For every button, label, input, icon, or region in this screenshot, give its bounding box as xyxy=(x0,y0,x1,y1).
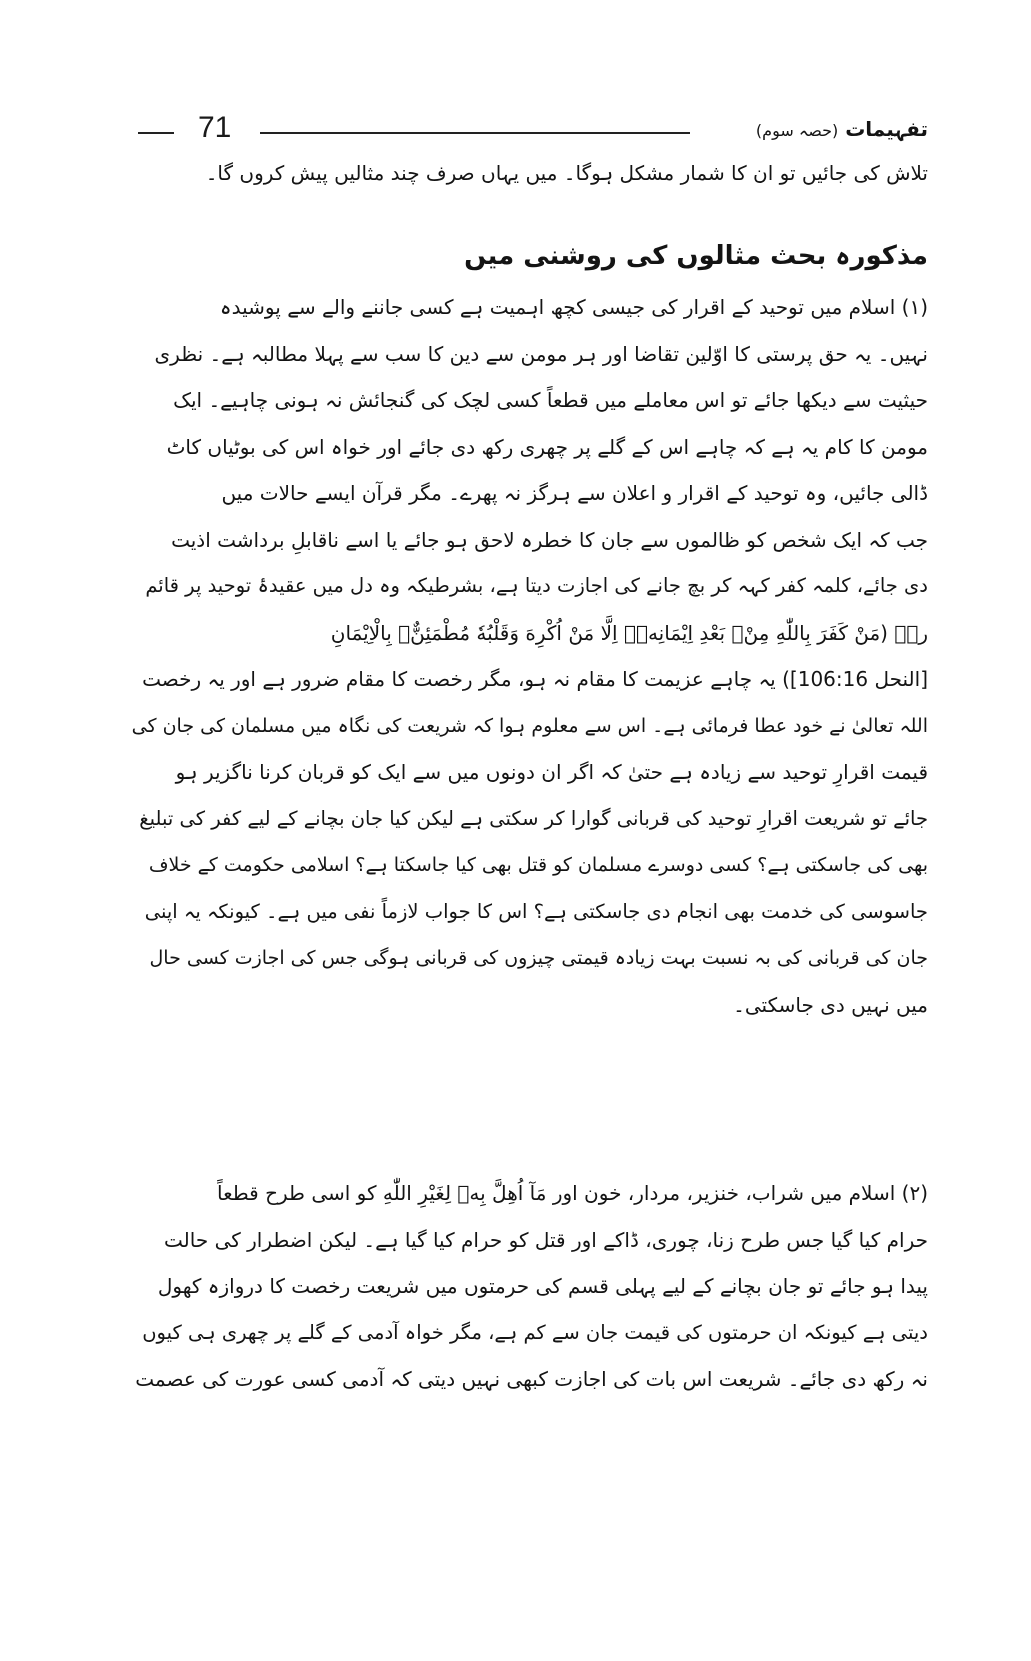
text-line: پیدا ہو جائے تو جان بچانے کے لیے پہلی قسم کی حرمتوں میں شریعت رخصت کا دروازہ کھول xyxy=(157,1274,928,1298)
section-subheading: مذکورہ بحث مثالوں کی روشنی میں xyxy=(464,241,928,271)
paragraph-2 xyxy=(132,1170,928,1403)
text-line: مومن کا کام یہ ہے کہ چاہے اس کے گلے پر چھری رکھ دی جائے اور خواہ اس کی بوٹیاں کاٹ xyxy=(166,434,928,459)
text-line: میں نہیں دی جاسکتی۔ xyxy=(733,992,928,1017)
text-line: بھی کی جاسکتی ہے؟ کسی دوسرے مسلمان کو قتل بھی کیا جاسکتا ہے؟ اسلامی حکومت کے خلاف xyxy=(148,854,928,876)
text-line: حرام کیا گیا جس طرح زنا، چوری، ڈاکے اور قتل کو حرام کیا گیا ہے۔ لیکن اضطرار کی حالت xyxy=(164,1227,928,1252)
text-line: ڈالی جائیں، وہ توحید کے اقرار و اعلان سے ہرگز نہ پھرے۔ مگر قرآن ایسے حالات میں xyxy=(221,481,928,505)
intro-line: تلاش کی جائیں تو ان کا شمار مشکل ہوگا۔ میں یہاں صرف چند مثالیں پیش کروں گا۔ xyxy=(205,161,928,185)
header-dash xyxy=(138,132,174,134)
running-title xyxy=(756,112,928,148)
page-header xyxy=(138,108,928,148)
text-line: قیمت اقرارِ توحید سے زیادہ ہے حتیٰ کہ اگر ان دونوں میں سے ایک کو قربان کرنا ناگزیر ہو xyxy=(175,760,928,784)
text-line: (۲) اسلام میں شراب، خنزیر، مردار، خون اور مَآ اُهِلَّ بِهٖ لِغَيْرِ اللّٰهِ کو اسی طرح قطعاً xyxy=(217,1181,928,1205)
text-line: جب کہ ایک شخص کو ظالموں سے جان کا خطرہ لاحق ہو جائے یا اسے ناقابلِ برداشت اذیت xyxy=(171,527,928,552)
text-line: جائے تو شریعت اقرارِ توحید کی قربانی گوارا کر سکتی ہے لیکن کیا جان بچانے کے لیے کفر کی تبلیغ xyxy=(139,806,928,830)
text-line: نہ رکھ دی جائے۔ شریعت اس بات کی اجازت کبھی نہیں دیتی کہ آدمی کسی عورت کی عصمت xyxy=(135,1367,928,1391)
text-line: جان کی قربانی کی بہ نسبت بہت زیادہ قیمتی چیزوں کی قربانی ہوگی جس کی اجازت کسی حال xyxy=(149,947,928,969)
text-line: (۱) اسلام میں توحید کے اقرار کی جیسی کچھ اہمیت ہے کسی جاننے والے سے پوشیدہ xyxy=(219,295,928,319)
book-title: تفہیمات xyxy=(845,117,928,141)
page-number: 71 xyxy=(198,111,232,144)
part-label: (حصہ سوم) xyxy=(755,121,839,140)
text-line: [النحل 106:16]) یہ چاہے عزیمت کا مقام نہ ہو، مگر رخصت کا مقام ضرور ہے اور یہ رخصت xyxy=(142,667,928,691)
text-line: نہیں۔ یہ حق پرستی کا اوّلین تقاضا اور ہر مومن سے دین کا سب سے پہلا مطالبہ ہے۔ نظری xyxy=(154,341,928,366)
text-line: حیثیت سے دیکھا جائے تو اس معاملے میں قطعاً کسی لچک کی گنجائش نہ ہونی چاہیے۔ ایک xyxy=(173,388,928,412)
text-line: اللہ تعالیٰ نے خود عطا فرمائی ہے۔ اس سے معلوم ہوا کہ شریعت کی نگاہ میں مسلمان کی جان کی xyxy=(132,714,928,737)
text-line: دی جائے، کلمہ کفر کہہ کر بچ جانے کی اجازت دیتا ہے، بشرطیکہ وہ دل میں عقیدۂ توحید پر قائم xyxy=(145,574,928,597)
header-rule xyxy=(260,132,690,134)
intro-text xyxy=(132,150,928,197)
paragraph-1 xyxy=(132,284,928,1028)
text-line: دیتی ہے کیونکہ ان حرمتوں کی قیمت جان سے کم ہے، مگر خواہ آدمی کے گلے پر چھری ہی کیوں xyxy=(142,1320,928,1344)
text-line: رہے (مَنْ كَفَرَ بِاللّٰهِ مِنْۢ بَعْدِ اِيْمَانِهٖۤ اِلَّا مَنْ اُكْرِهَ وَقَلْبُهٗ مُطْمَئِنٌّۢ بِالْاِيْمَانِ xyxy=(330,620,928,645)
text-line: جاسوسی کی خدمت بھی انجام دی جاسکتی ہے؟ اس کا جواب لازماً نفی میں ہے۔ کیونکہ یہ اپنی xyxy=(144,899,928,923)
